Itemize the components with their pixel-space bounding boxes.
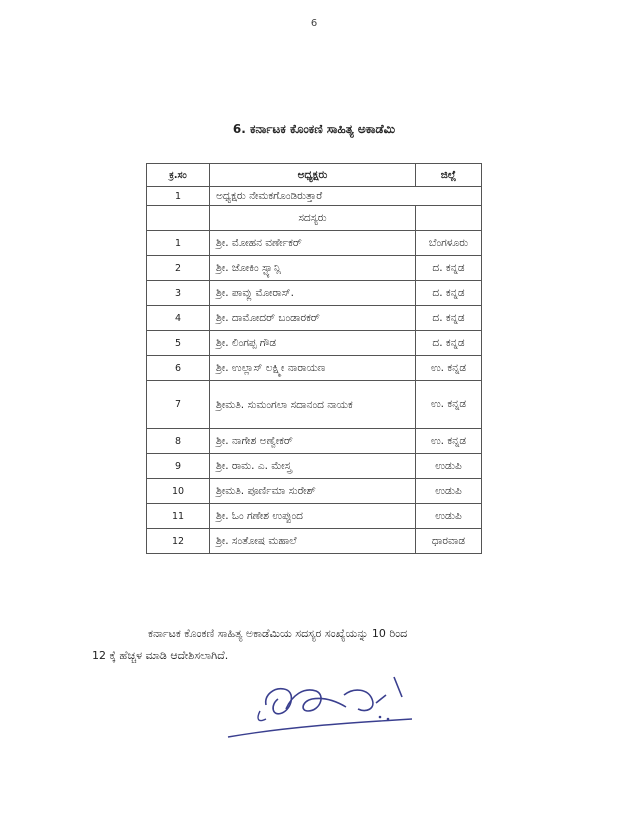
member-name: ಶ್ರೀ. ಪಾವ್ಲು ಮೋರಾಸ್. [210,281,416,306]
header-district: ಜಿಲ್ಲೆ [416,164,482,187]
member-district: ದ. ಕನ್ನಡ [416,331,482,356]
header-serial: ಕ್ರ.ಸಂ [147,164,210,187]
member-district: ಉಡುಪಿ [416,454,482,479]
president-row [147,187,482,206]
signature [226,665,416,740]
blank-cell [416,206,482,231]
header-president: ಅಧ್ಯಕ್ಷರು [210,164,416,187]
table-header-row [147,164,482,187]
member-district: ಉಡುಪಿ [416,479,482,504]
member-number: 11 [147,504,210,529]
member-number: 10 [147,479,210,504]
member-district: ದ. ಕನ್ನಡ [416,281,482,306]
member-name: ಶ್ರೀ. ಓಂ ಗಣೇಶ ಉಪ್ಪುಂದ [210,504,416,529]
table-row [147,306,482,331]
member-number: 8 [147,429,210,454]
member-district: ಉ. ಕನ್ನಡ [416,429,482,454]
member-number: 2 [147,256,210,281]
member-district: ದ. ಕನ್ನಡ [416,256,482,281]
member-name: ಶ್ರೀ. ಜೋಕಿಂ ಸ್ಟ್ಯಾನ್ಲಿ [210,256,416,281]
member-name: ಶ್ರೀ. ಸಂತೋಷ ಮಹಾಲೆ [210,529,416,554]
table-row [147,331,482,356]
member-number: 9 [147,454,210,479]
table-row [147,381,482,429]
section-heading: 6. ಕರ್ನಾಟಕ ಕೊಂಕಣಿ ಸಾಹಿತ್ಯ ಅಕಾಡೆಮಿ [232,122,396,136]
member-number: 1 [147,231,210,256]
member-number: 3 [147,281,210,306]
table-row [147,454,482,479]
member-name: ಶ್ರೀ. ನಾಗೇಶ ಅಣ್ವೇಕರ್ [210,429,416,454]
paragraph-line-2: 12 ಕ್ಕೆ ಹೆಚ್ಚಳ ಮಾಡಿ ಆದೇಶಿಸಲಾಗಿದೆ. [92,649,229,662]
table-row [147,231,482,256]
member-district: ಧಾರವಾಡ [416,529,482,554]
member-district: ಬೆಂಗಳೂರು [416,231,482,256]
table-row [147,479,482,504]
blank-cell [147,206,210,231]
table-row [147,429,482,454]
page-number: 6 [310,18,318,29]
member-name: ಶ್ರೀ. ದಾಮೋದರ್ ಬಂಡಾರಕರ್ [210,306,416,331]
member-district: ಉ. ಕನ್ನಡ [416,381,482,429]
table-row [147,529,482,554]
member-name: ಶ್ರೀ. ಲಿಂಗಪ್ಪ ಗೌಡ [210,331,416,356]
members-subheading-row [147,206,482,231]
table-row [147,356,482,381]
member-name: ಶ್ರೀ. ರಾಮ. ಎ. ಮೇಸ್ತ್ರ [210,454,416,479]
president-text: ಅಧ್ಯಕ್ಷರು ನೇಮಕಗೊಂಡಿರುತ್ತಾರೆ [210,187,482,206]
members-table [146,163,482,554]
table-row [147,256,482,281]
member-number: 5 [147,331,210,356]
table-row [147,281,482,306]
member-name: ಶ್ರೀ. ಮೋಹನ ವರ್ಣೇಕರ್ [210,231,416,256]
table-row [147,504,482,529]
member-number: 4 [147,306,210,331]
president-number: 1 [147,187,210,206]
paragraph-line-1: ಕರ್ನಾಟಕ ಕೊಂಕಣಿ ಸಾಹಿತ್ಯ ಅಕಾಡೆಮಿಯ ಸದಸ್ಯರ ಸಂಖ್ಯೆಯನ್ನು 10 ರಿಂದ [148,627,408,640]
member-name: ಶ್ರೀಮತಿ. ಪೂರ್ಣಿಮಾ ಸುರೇಶ್ [210,479,416,504]
member-district: ಉಡುಪಿ [416,504,482,529]
members-subheading: ಸದಸ್ಯರು [210,206,416,231]
member-district: ಉ. ಕನ್ನಡ [416,356,482,381]
member-district: ದ. ಕನ್ನಡ [416,306,482,331]
member-name: ಶ್ರೀ. ಉಲ್ಲಾಸ್ ಲಕ್ಷ್ಮೀ ನಾರಾಯಣ [210,356,416,381]
member-name: ಶ್ರೀಮತಿ. ಸುಮಂಗಲಾ ಸದಾನಂದ ನಾಯಕ [210,381,416,429]
member-number: 6 [147,356,210,381]
member-number: 12 [147,529,210,554]
member-number: 7 [147,381,210,429]
